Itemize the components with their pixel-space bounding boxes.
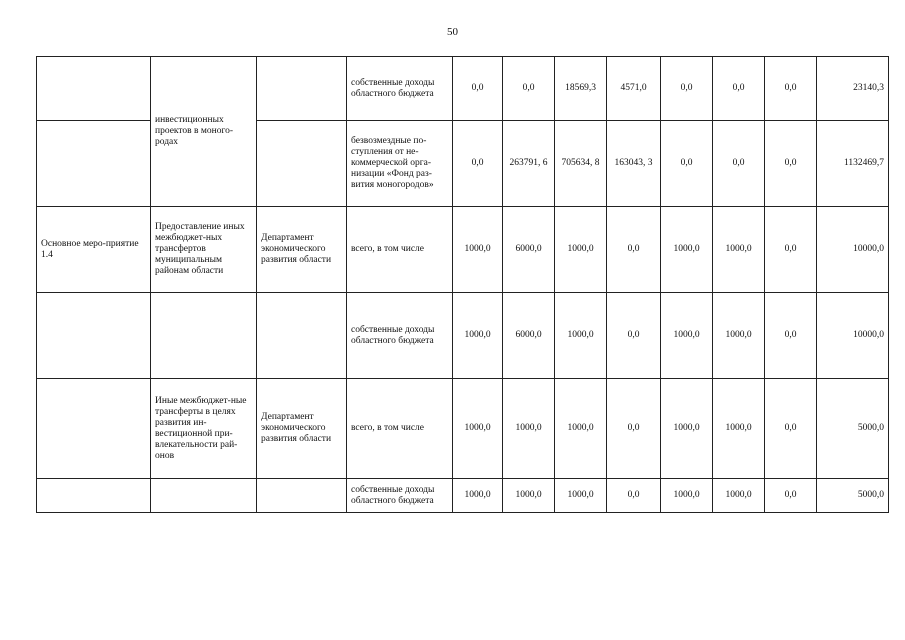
value-cell: 1000,0 xyxy=(555,293,607,379)
value-cell: 1000,0 xyxy=(713,207,765,293)
value-cell: 0,0 xyxy=(765,121,817,207)
value-cell: 705634, 8 xyxy=(555,121,607,207)
measure-name-cell: инвестиционных проектов в моного-родах xyxy=(151,57,257,207)
executor-cell: Департамент экономического развития области xyxy=(257,207,347,293)
value-cell: 6000,0 xyxy=(503,207,555,293)
executor-cell xyxy=(257,57,347,121)
value-cell: 1000,0 xyxy=(503,379,555,479)
value-cell: 163043, 3 xyxy=(607,121,661,207)
value-cell: 1000,0 xyxy=(661,379,713,479)
value-cell: 0,0 xyxy=(765,207,817,293)
value-cell: 263791, 6 xyxy=(503,121,555,207)
executor-cell: Департамент экономического развития области xyxy=(257,379,347,479)
value-cell: 6000,0 xyxy=(503,293,555,379)
total-cell: 23140,3 xyxy=(817,57,889,121)
value-cell: 0,0 xyxy=(713,57,765,121)
page-number: 50 xyxy=(447,26,458,38)
table-row xyxy=(37,57,889,121)
funding-source-cell: безвозмездные по-ступления от не-коммерческой орга-низации «Фонд раз-вития моногородов» xyxy=(347,121,453,207)
value-cell: 1000,0 xyxy=(555,207,607,293)
value-cell: 0,0 xyxy=(607,207,661,293)
value-cell: 1000,0 xyxy=(661,293,713,379)
budget-table xyxy=(36,56,889,513)
value-cell: 1000,0 xyxy=(453,207,503,293)
value-cell: 1000,0 xyxy=(453,379,503,479)
value-cell: 0,0 xyxy=(607,479,661,513)
value-cell: 1000,0 xyxy=(713,379,765,479)
funding-source-cell: собственные доходы областного бюджета xyxy=(347,57,453,121)
funding-source-cell: собственные доходы областного бюджета xyxy=(347,479,453,513)
value-cell: 1000,0 xyxy=(453,479,503,513)
executor-cell xyxy=(257,121,347,207)
measure-name-cell xyxy=(151,479,257,513)
value-cell: 0,0 xyxy=(607,379,661,479)
total-cell: 10000,0 xyxy=(817,293,889,379)
value-cell: 1000,0 xyxy=(555,479,607,513)
executor-cell xyxy=(257,479,347,513)
value-cell: 0,0 xyxy=(453,57,503,121)
table-row xyxy=(37,293,889,379)
event-cell xyxy=(37,121,151,207)
event-cell xyxy=(37,379,151,479)
value-cell: 1000,0 xyxy=(713,479,765,513)
value-cell: 1000,0 xyxy=(503,479,555,513)
table-row xyxy=(37,479,889,513)
table-row xyxy=(37,379,889,479)
value-cell: 0,0 xyxy=(661,57,713,121)
event-cell: Основное меро-приятие 1.4 xyxy=(37,207,151,293)
value-cell: 1000,0 xyxy=(453,293,503,379)
value-cell: 1000,0 xyxy=(555,379,607,479)
value-cell: 1000,0 xyxy=(661,479,713,513)
value-cell: 0,0 xyxy=(765,57,817,121)
funding-source-cell: собственные доходы областного бюджета xyxy=(347,293,453,379)
value-cell: 0,0 xyxy=(607,293,661,379)
total-cell: 5000,0 xyxy=(817,379,889,479)
value-cell: 4571,0 xyxy=(607,57,661,121)
total-cell: 5000,0 xyxy=(817,479,889,513)
measure-name-cell: Иные межбюджет-ные трансферты в целях развития ин-вестиционной при-влекательности рай-онов xyxy=(151,379,257,479)
value-cell: 0,0 xyxy=(713,121,765,207)
measure-name-cell: Предоставление иных межбюджет-ных трансфертов муниципальным районам области xyxy=(151,207,257,293)
total-cell: 10000,0 xyxy=(817,207,889,293)
event-cell xyxy=(37,293,151,379)
value-cell: 0,0 xyxy=(765,479,817,513)
value-cell: 0,0 xyxy=(765,293,817,379)
measure-name-cell xyxy=(151,293,257,379)
value-cell: 1000,0 xyxy=(661,207,713,293)
value-cell: 1000,0 xyxy=(713,293,765,379)
total-cell: 1132469,7 xyxy=(817,121,889,207)
value-cell: 0,0 xyxy=(503,57,555,121)
executor-cell xyxy=(257,293,347,379)
value-cell: 18569,3 xyxy=(555,57,607,121)
event-cell xyxy=(37,57,151,121)
funding-source-cell: всего, в том числе xyxy=(347,207,453,293)
value-cell: 0,0 xyxy=(453,121,503,207)
table-row xyxy=(37,207,889,293)
event-cell xyxy=(37,479,151,513)
value-cell: 0,0 xyxy=(765,379,817,479)
value-cell: 0,0 xyxy=(661,121,713,207)
funding-source-cell: всего, в том числе xyxy=(347,379,453,479)
